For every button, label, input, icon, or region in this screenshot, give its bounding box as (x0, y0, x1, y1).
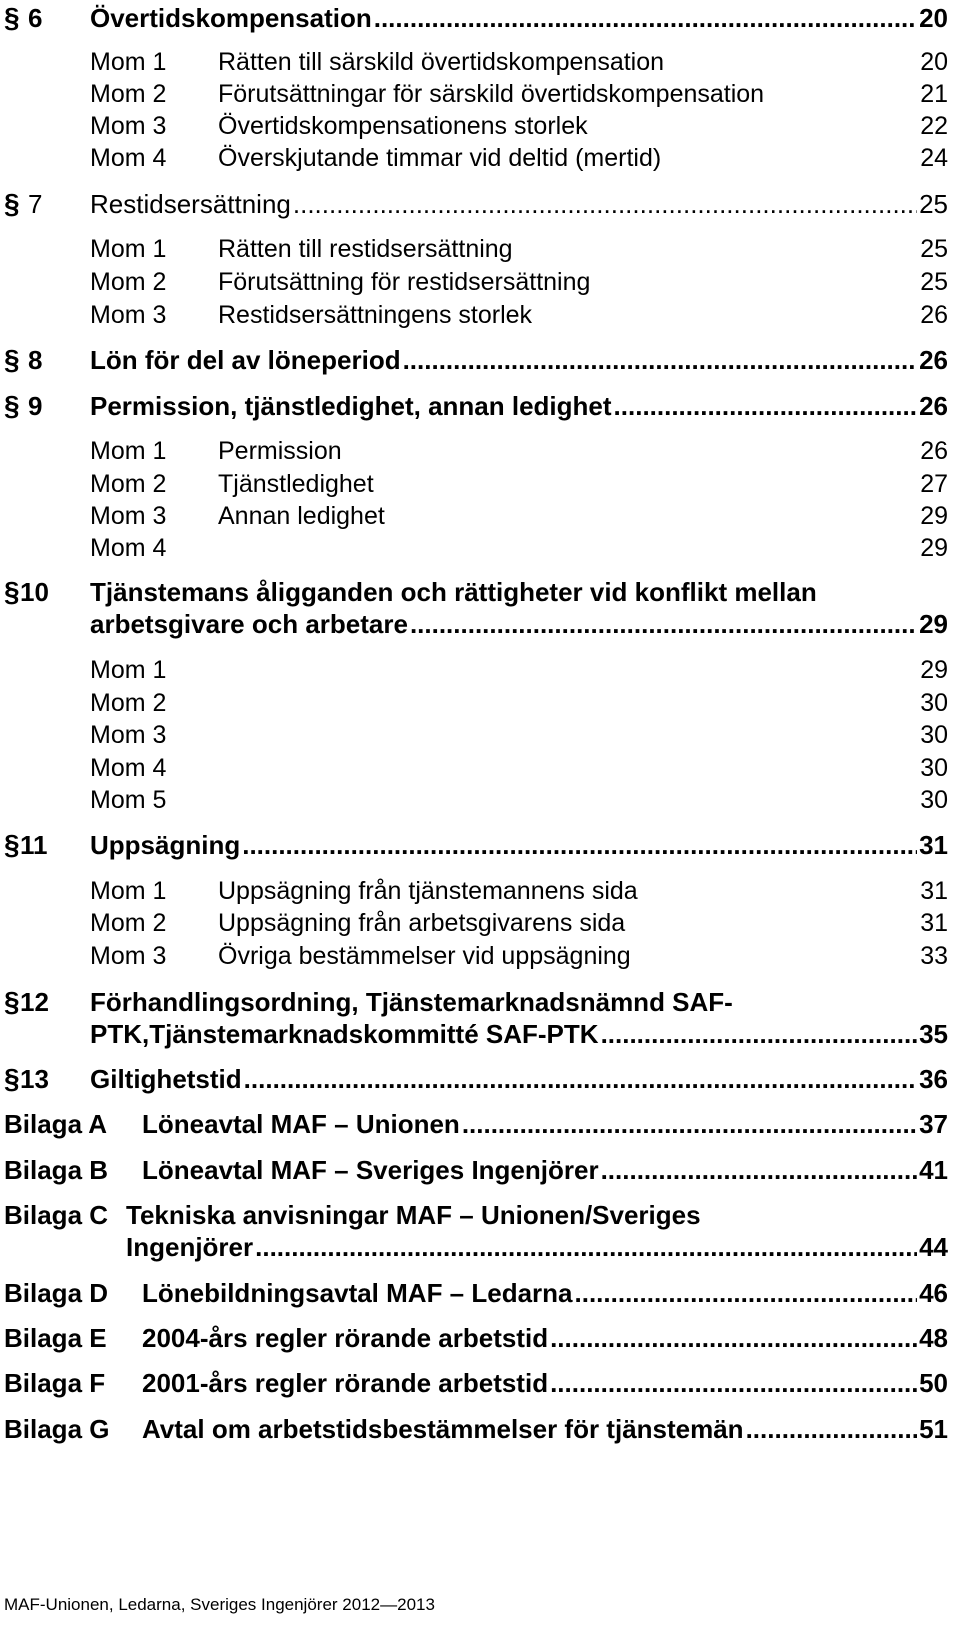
page-number: 20 (919, 3, 948, 33)
section-number: 6 (28, 3, 43, 33)
section-symbol-icon: § (4, 188, 20, 219)
section-title-line1: Förhandlingsordning, Tjänstemarknadsnämnd SAF- (90, 987, 733, 1017)
mom-text: Uppsägning från tjänstemannens sida (218, 877, 638, 905)
page-number: 51 (919, 1414, 948, 1444)
section-symbol-icon: § (4, 390, 20, 421)
section-title: Permission, tjänstledighet, annan ledighet (90, 391, 612, 421)
bilaga-label: Bilaga C (4, 1200, 109, 1230)
mom-text: Permission (218, 437, 342, 465)
page-number: 21 (920, 80, 948, 108)
dot-leader (293, 188, 917, 220)
mom-label: Mom 2 (90, 909, 167, 937)
mom-label: Mom 2 (90, 470, 167, 498)
section-symbol-icon: § (4, 829, 20, 860)
mom-label: Mom 2 (90, 689, 167, 717)
page-number: 26 (919, 391, 948, 421)
bilaga-title: Ingenjörer (126, 1232, 254, 1262)
mom-label: Mom 2 (90, 268, 167, 296)
dot-leader (550, 1322, 917, 1354)
page-number: 35 (919, 1019, 948, 1049)
page-number: 26 (920, 437, 948, 465)
page-number: 29 (920, 534, 948, 562)
section-number: 12 (20, 987, 49, 1017)
page-number: 25 (919, 189, 948, 219)
section-number: 7 (28, 189, 43, 219)
mom-text: Rätten till särskild övertidskompensation (218, 48, 665, 76)
section-title: arbetsgivare och arbetare (90, 609, 408, 639)
mom-label: Mom 3 (90, 942, 167, 970)
mom-label: Mom 3 (90, 721, 167, 749)
mom-label: Mom 1 (90, 48, 167, 76)
page-number: 22 (920, 112, 948, 140)
page-number: 31 (920, 909, 948, 937)
page-number: 26 (919, 345, 948, 375)
page-number: 29 (919, 609, 948, 639)
page-number: 46 (919, 1278, 948, 1308)
bilaga-title: 2004-års regler rörande arbetstid (142, 1323, 549, 1353)
mom-text: Uppsägning från arbetsgivarens sida (218, 909, 626, 937)
page-number: 30 (920, 689, 948, 717)
bilaga-title: Löneavtal MAF – Sveriges Ingenjörer (142, 1155, 599, 1185)
dot-leader (410, 608, 917, 640)
toc-section-12[interactable] (0, 986, 948, 1050)
bilaga-title: Avtal om arbetstidsbestämmelser för tjänstemän (142, 1414, 744, 1444)
dot-leader (614, 390, 918, 422)
mom-label: Mom 4 (90, 144, 167, 172)
section-number: 11 (20, 830, 48, 860)
mom-text: Förutsättningar för särskild övertidskompensation (218, 80, 765, 108)
dot-leader (374, 2, 917, 34)
mom-label: Mom 3 (90, 112, 167, 140)
bilaga-label: Bilaga B (4, 1155, 109, 1185)
bilaga-title: Löneavtal MAF – Unionen (142, 1109, 460, 1139)
toc-section-10[interactable] (0, 576, 948, 640)
bilaga-label: Bilaga F (4, 1368, 106, 1398)
section-symbol-icon: § (4, 576, 20, 607)
dot-leader (746, 1413, 918, 1445)
page-number: 30 (920, 721, 948, 749)
section-number: 13 (20, 1064, 49, 1094)
dot-leader (601, 1154, 918, 1186)
section-symbol-icon: § (4, 2, 20, 33)
page-number: 50 (919, 1368, 948, 1398)
page-number: 29 (920, 502, 948, 530)
mom-text: Övertidskompensationens storlek (218, 112, 588, 140)
bilaga-title-line1: Tekniska anvisningar MAF – Unionen/Sveriges (126, 1200, 701, 1230)
bilaga-label: Bilaga A (4, 1109, 108, 1139)
toc-bilaga-c[interactable] (0, 1199, 948, 1263)
page-number: 25 (920, 268, 948, 296)
bilaga-label: Bilaga G (4, 1414, 110, 1444)
bilaga-label: Bilaga D (4, 1278, 109, 1308)
dot-leader (244, 1063, 917, 1095)
dot-leader (403, 344, 918, 376)
page-number: 37 (919, 1109, 948, 1139)
section-symbol-icon: § (4, 986, 20, 1017)
mom-label: Mom 1 (90, 437, 167, 465)
page-number: 41 (919, 1155, 948, 1185)
page-number: 27 (920, 470, 948, 498)
page-number: 26 (920, 301, 948, 329)
mom-text: Annan ledighet (218, 502, 385, 530)
page-number: 31 (920, 877, 948, 905)
page-number: 48 (919, 1323, 948, 1353)
mom-label: Mom 3 (90, 502, 167, 530)
section-title: Restidsersättning (90, 189, 291, 219)
mom-label: Mom 4 (90, 754, 167, 782)
mom-text: Restidsersättningens storlek (218, 301, 533, 329)
page-number: 20 (920, 48, 948, 76)
page-number: 31 (919, 830, 948, 860)
mom-label: Mom 1 (90, 877, 167, 905)
dot-leader (462, 1108, 917, 1140)
mom-label: Mom 1 (90, 656, 167, 684)
section-title: Giltighetstid (90, 1064, 242, 1094)
mom-label: Mom 1 (90, 235, 167, 263)
dot-leader (601, 1018, 918, 1050)
mom-label: Mom 3 (90, 301, 167, 329)
mom-label: Mom 4 (90, 534, 167, 562)
page-number: 36 (919, 1064, 948, 1094)
page-number: 25 (920, 235, 948, 263)
section-symbol-icon: § (4, 344, 20, 375)
dot-leader (550, 1367, 917, 1399)
dot-leader (575, 1277, 918, 1309)
page-number: 44 (919, 1232, 948, 1262)
section-number: 8 (28, 345, 43, 375)
section-title: Lön för del av löneperiod (90, 345, 401, 375)
bilaga-title: 2001-års regler rörande arbetstid (142, 1368, 549, 1398)
dot-leader (242, 829, 917, 861)
page-number: 33 (920, 942, 948, 970)
section-title: Uppsägning (90, 830, 241, 860)
bilaga-label: Bilaga E (4, 1323, 107, 1353)
section-number: 10 (20, 577, 49, 607)
mom-label: Mom 5 (90, 786, 167, 814)
page-number: 29 (920, 656, 948, 684)
mom-text: Tjänstledighet (218, 470, 374, 498)
section-symbol-icon: § (4, 1063, 20, 1094)
page-footer: MAF-Unionen, Ledarna, Sveriges Ingenjörer 2012—2013 (4, 1595, 435, 1614)
bilaga-title: Lönebildningsavtal MAF – Ledarna (142, 1278, 573, 1308)
page-number: 30 (920, 754, 948, 782)
section-title-line1: Tjänstemans åligganden och rättigheter vid konflikt mellan (90, 577, 817, 607)
mom-text: Förutsättning för restidsersättning (218, 268, 591, 296)
section-title: Övertidskompensation (90, 3, 372, 33)
section-title: PTK,Tjänstemarknadskommitté SAF-PTK (90, 1019, 599, 1049)
section-number: 9 (28, 391, 43, 421)
mom-text: Övriga bestämmelser vid uppsägning (218, 942, 631, 970)
mom-text: Rätten till restidsersättning (218, 235, 513, 263)
mom-label: Mom 2 (90, 80, 167, 108)
dot-leader (255, 1231, 917, 1263)
mom-text: Överskjutande timmar vid deltid (mertid) (218, 144, 662, 172)
page-number: 24 (920, 144, 948, 172)
page-number: 30 (920, 786, 948, 814)
